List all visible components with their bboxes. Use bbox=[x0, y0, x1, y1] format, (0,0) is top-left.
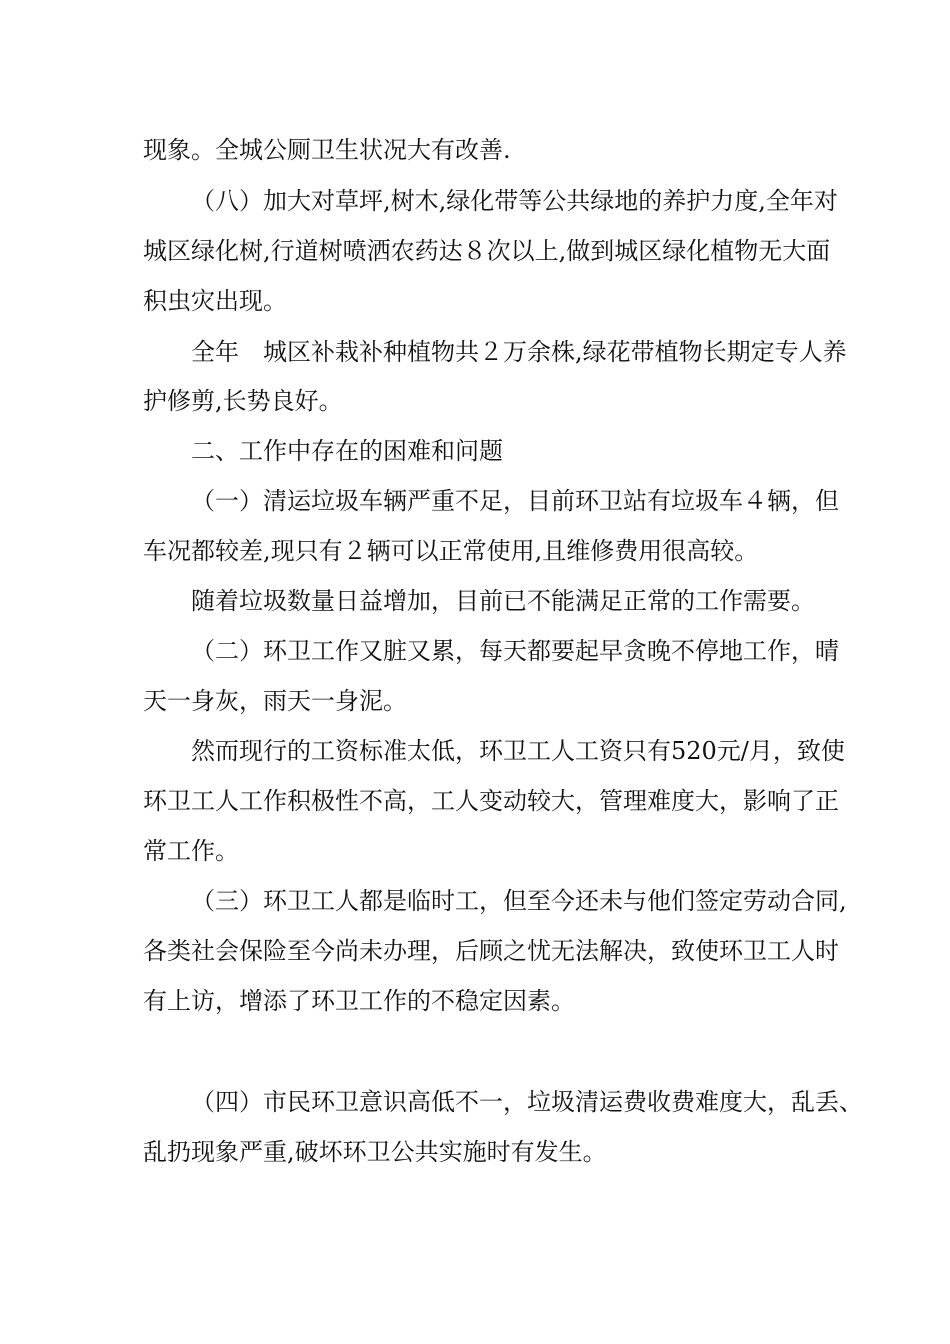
paragraph-line: 各类社会保险至今尚未办理，后顾之忧无法解决，致使环卫工人时 bbox=[143, 937, 839, 965]
paragraph-line: 护修剪,长势良好。 bbox=[143, 387, 343, 415]
paragraph-line: 车况都较差,现只有２辆可以正常使用,且维修费用很高较。 bbox=[143, 537, 759, 565]
paragraph-line: （一）清运垃圾车辆严重不足，目前环卫站有垃圾车４辆，但 bbox=[191, 487, 839, 515]
paragraph-line: 乱扔现象严重,破坏环卫公共实施时有发生。 bbox=[143, 1138, 607, 1166]
paragraph-line: 全年 城区补栽补种植物共２万余株,绿花带植物长期定专人养 bbox=[191, 338, 847, 366]
paragraph-line: 天一身灰，雨天一身泥。 bbox=[143, 687, 407, 715]
paragraph-line: 有上访，增添了环卫工作的不稳定因素。 bbox=[143, 987, 575, 1015]
paragraph-line: 随着垃圾数量日益增加，目前已不能满足正常的工作需要。 bbox=[191, 587, 815, 615]
paragraph-line: （八）加大对草坪,树木,绿化带等公共绿地的养护力度,全年对 bbox=[191, 187, 838, 215]
section-heading: 二、工作中存在的困难和问题 bbox=[191, 437, 503, 465]
paragraph-line: 然而现行的工资标准太低，环卫工人工资只有520元/月，致使 bbox=[191, 737, 845, 765]
paragraph-line: 常工作。 bbox=[143, 837, 239, 865]
paragraph-line: 环卫工人工作积极性不高，工人变动较大，管理难度大，影响了正 bbox=[143, 787, 839, 815]
paragraph-line: 现象。全城公厕卫生状况大有改善. bbox=[143, 136, 511, 164]
paragraph-line: 积虫灾出现。 bbox=[143, 287, 287, 315]
paragraph-line: （二）环卫工作又脏又累，每天都要起早贪晚不停地工作，晴 bbox=[191, 637, 839, 665]
paragraph-line: 城区绿化树,行道树喷洒农药达８次以上,做到城区绿化植物无大面 bbox=[143, 237, 831, 265]
paragraph-line: （三）环卫工人都是临时工，但至今还未与他们签定劳动合同, bbox=[191, 887, 847, 915]
paragraph-line: （四）市民环卫意识高低不一，垃圾清运费收费难度大，乱丢、 bbox=[191, 1088, 863, 1116]
